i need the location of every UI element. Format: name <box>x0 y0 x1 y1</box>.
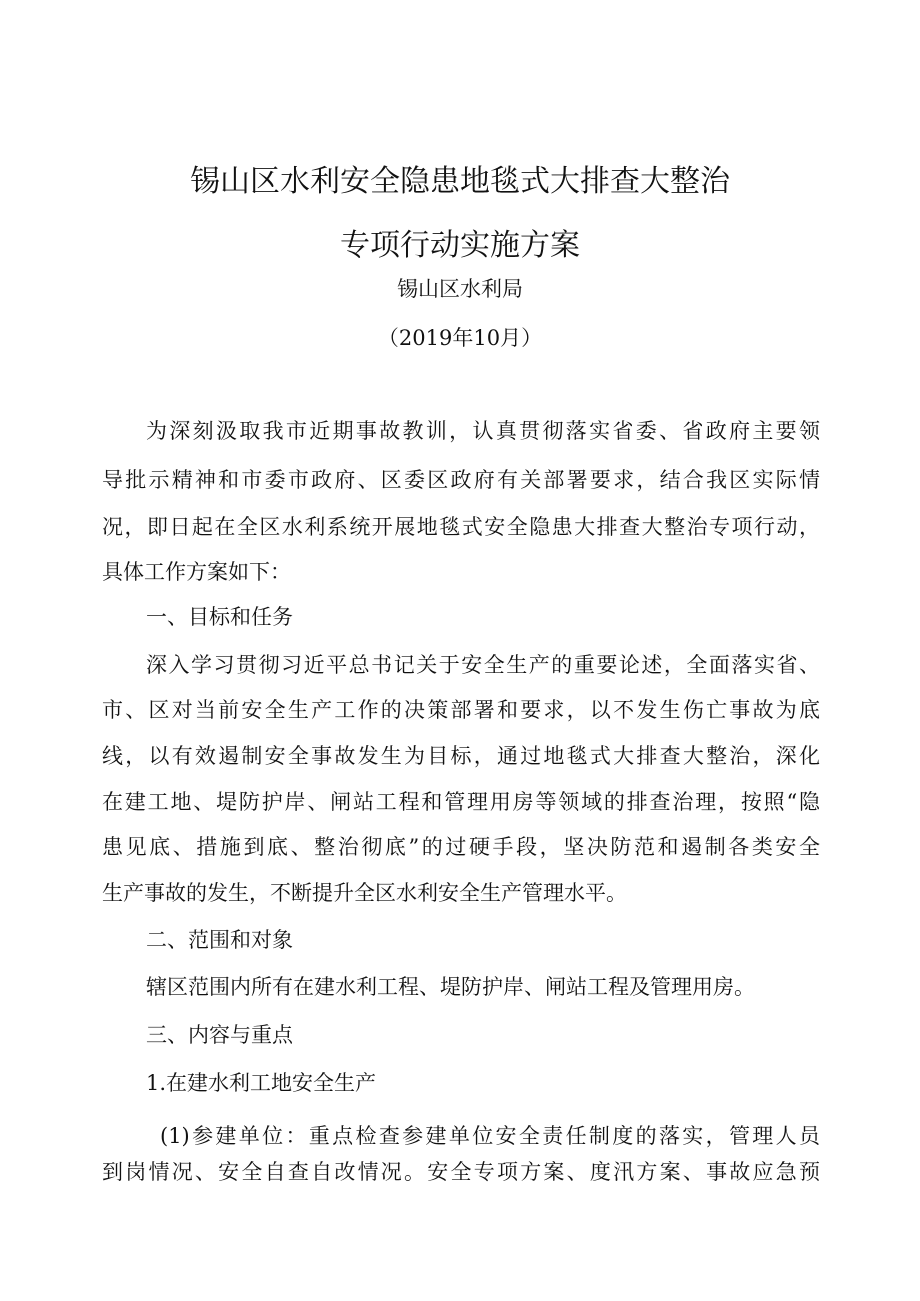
section-1-line-6: 生产事故的发生，不断提升全区水利安全生产管理水平。 <box>102 881 627 905</box>
section-3-heading: 三、内容与重点 <box>146 1023 293 1047</box>
issuer: 锡山区水利局 <box>397 277 523 301</box>
section-1-line-3: 线，以有效遏制安全事故发生为目标，通过地毯式大排查大整治，深化 <box>102 744 820 768</box>
section-1-line-2: 市、区对当前安全生产工作的决策部署和要求，以不发生伤亡事故为底 <box>102 698 820 722</box>
section-1-line-4: 在建工地、堤防护岸、闸站工程和管理用房等领域的排查治理，按照“隐 <box>102 790 820 814</box>
section-1-line-5: 患见底、措施到底、整治彻底”的过硬手段，坚决防范和遏制各类安全 <box>102 835 820 859</box>
intro-line-2: 导批示精神和市委市政府、区委区政府有关部署要求，结合我区实际情 <box>102 468 820 492</box>
section-1-heading: 一、目标和任务 <box>146 605 293 629</box>
section-3-item-1-line-1: (1)参建单位：重点检查参建单位安全责任制度的落实，管理人员 <box>160 1124 820 1148</box>
document-date: （2019年10月） <box>377 326 543 350</box>
document-title-line-1: 锡山区水利安全隐患地毯式大排查大整治 <box>190 164 730 199</box>
section-2-heading: 二、范围和对象 <box>146 928 293 952</box>
intro-line-4: 具体工作方案如下： <box>102 560 291 584</box>
document-title-line-2: 专项行动实施方案 <box>340 228 580 263</box>
section-3-subheading-1: 1.在建水利工地安全生产 <box>146 1071 377 1095</box>
section-2-text: 辖区范围内所有在建水利工程、堤防护岸、闸站工程及管理用房。 <box>146 975 755 999</box>
intro-line-1: 为深刻汲取我市近期事故教训，认真贯彻落实省委、省政府主要领 <box>146 419 820 443</box>
intro-line-3: 况，即日起在全区水利系统开展地毯式安全隐患大排查大整治专项行动， <box>102 515 820 539</box>
section-1-line-1: 深入学习贯彻习近平总书记关于安全生产的重要论述，全面落实省、 <box>146 653 820 677</box>
section-3-item-1-line-2: 到岗情况、安全自查自改情况。安全专项方案、度汛方案、事故应急预 <box>102 1160 820 1184</box>
